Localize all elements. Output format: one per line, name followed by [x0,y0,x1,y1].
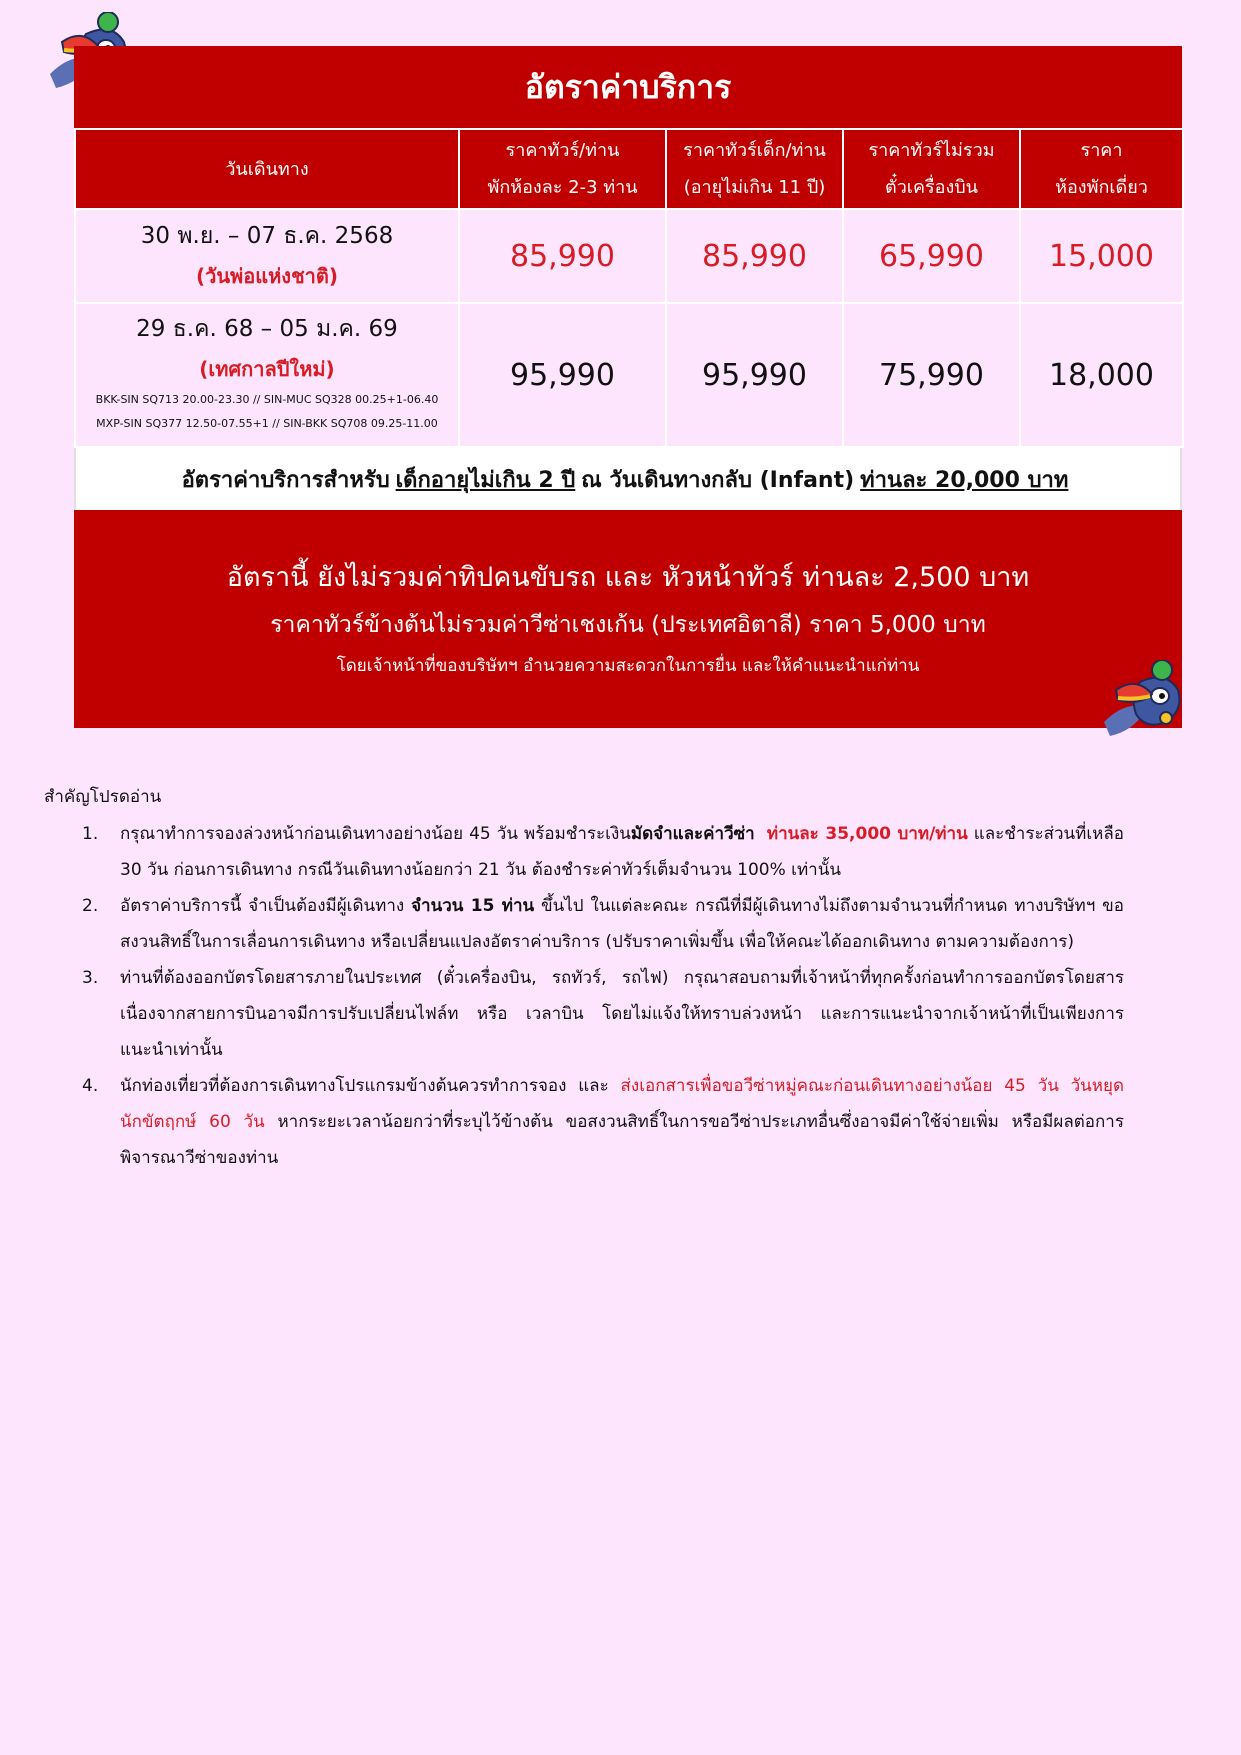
no-ticket-price: 65,990 [843,209,1020,303]
adult-price: 95,990 [459,303,666,447]
visa-note: ราคาทัวร์ข้างต้นไม่รวมค่าวีซ่าเชงเก้น (ประเทศอิตาลี) ราคา 5,000 บาท [270,612,986,638]
header-single-room: ราคา ห้องพักเดี่ยว [1020,129,1183,209]
holiday-label: (เทศกาลปีใหม่) [199,357,335,381]
travel-date-cell [75,303,459,447]
travel-date: 29 ธ.ค. 68 – 05 ม.ค. 69 [136,316,398,342]
table-header-row [75,129,1183,209]
single-room-price: 18,000 [1020,303,1183,447]
price-table [74,128,1184,448]
list-item: 2. อัตราค่าบริการนี้ จำเป็นต้องมีผู้เดินทาง จำนวน 15 ท่าน ขึ้นไป ในแต่ละคณะ กรณีที่มีผู้เดินทางไม่ถึงตามจำนวนที่กำหนด ทางบริษัทฯ ขอสงวนสิทธิ์ในการเลื่อนการเดินทาง หรือเปลี่ยนแปลงอัตราค่าบริการ (ปรับราคาเพิ่มขึ้น เพื่อให้คณะได้ออกเดินทาง ตามความต้องการ) [82,896,1124,952]
tip-note: อัตรานี้ ยังไม่รวมค่าทิปคนขับรถ และ หัวหน้าทัวร์ ท่านละ 2,500 บาท [226,562,1030,593]
flight-info: BKK-SIN SQ713 20.00-23.30 // SIN-MUC SQ328 00.25+1-06.40 MXP-SIN SQ377 12.50-07.55+1 // SIN-BKK SQ708 09.25-11.00 [95,393,439,430]
price-table-title: อัตราค่าบริการ [74,46,1182,128]
assist-note: โดยเจ้าหน้าที่ของบริษัทฯ อำนวยความสะดวกในการยื่น และให้คำแนะนำแก่ท่าน [336,656,920,676]
travel-date: 30 พ.ย. – 07 ธ.ค. 2568 [140,223,394,249]
child-price: 85,990 [666,209,843,303]
table-row [75,303,1183,447]
price-notes-block [74,510,1182,728]
single-room-price: 15,000 [1020,209,1183,303]
header-no-ticket-price: ราคาทัวร์ไม่รวม ตั๋วเครื่องบิน [843,129,1020,209]
important-notes-section [44,782,1124,1176]
travel-date-cell [75,209,459,303]
no-ticket-price: 75,990 [843,303,1020,447]
header-adult-price: ราคาทัวร์/ท่าน พักห้องละ 2-3 ท่าน [459,129,666,209]
list-item: 3. ท่านที่ต้องออกบัตรโดยสารภายในประเทศ (ตั๋วเครื่องบิน, รถทัวร์, รถไฟ) กรุณาสอบถามที่เจ้าหน้าที่ทุกครั้งก่อนทำการออกบัตรโดยสาร เนื่องจากสายการบินอาจมีการปรับเปลี่ยนไฟล์ท หรือ เวลาบิน โดยไม่แจ้งให้ทราบล่วงหน้า และการแนะนำจากเจ้าหน้าที่เป็นเพียงการแนะนำเท่านั้น [82,968,1124,1060]
adult-price: 85,990 [459,209,666,303]
header-travel-date: วันเดินทาง [75,129,459,209]
child-price: 95,990 [666,303,843,447]
table-row [75,209,1183,303]
holiday-label: (วันพ่อแห่งชาติ) [195,264,338,288]
infant-price-row: อัตราค่าบริการสำหรับ เด็กอายุไม่เกิน 2 ปี ณ วันเดินทางกลับ (Infant) ท่านละ 20,000 บาท [74,448,1182,510]
list-item: 1. กรุณาทำการจองล่วงหน้าก่อนเดินทางอย่างน้อย 45 วัน พร้อมชำระเงินมัดจำและค่าวีซ่า ท่านละ 35,000 บาท/ท่าน และชำระส่วนที่เหลือ 30 วัน ก่อนการเดินทาง กรณีวันเดินทางน้อยกว่า 21 วัน ต้องชำระค่าทัวร์เต็มจำนวน 100% เท่านั้น [82,824,1125,880]
toucan-mascot-icon [1096,660,1188,742]
list-item: 4. นักท่องเที่ยวที่ต้องการเดินทางโปรแกรมข้างต้นควรทำการจอง และ ส่งเอกสารเพื่อขอวีซ่าหมู่คณะก่อนเดินทางอย่างน้อย 45 วัน วันหยุดนักขัตฤกษ์ 60 วัน หากระยะเวลาน้อยกว่าที่ระบุไว้ข้างต้น ขอสงวนสิทธิ์ในการขอวีซ่าประเภทอื่นซึ่งอาจมีค่าใช้จ่ายเพิ่ม หรือมีผลต่อการพิจารณาวีซ่าของท่าน [82,1076,1124,1168]
important-title: สำคัญโปรดอ่าน [44,787,162,807]
header-child-price: ราคาทัวร์เด็ก/ท่าน (อายุไม่เกิน 11 ปี) [666,129,843,209]
important-list [44,816,1124,1176]
price-table-card [74,46,1182,728]
